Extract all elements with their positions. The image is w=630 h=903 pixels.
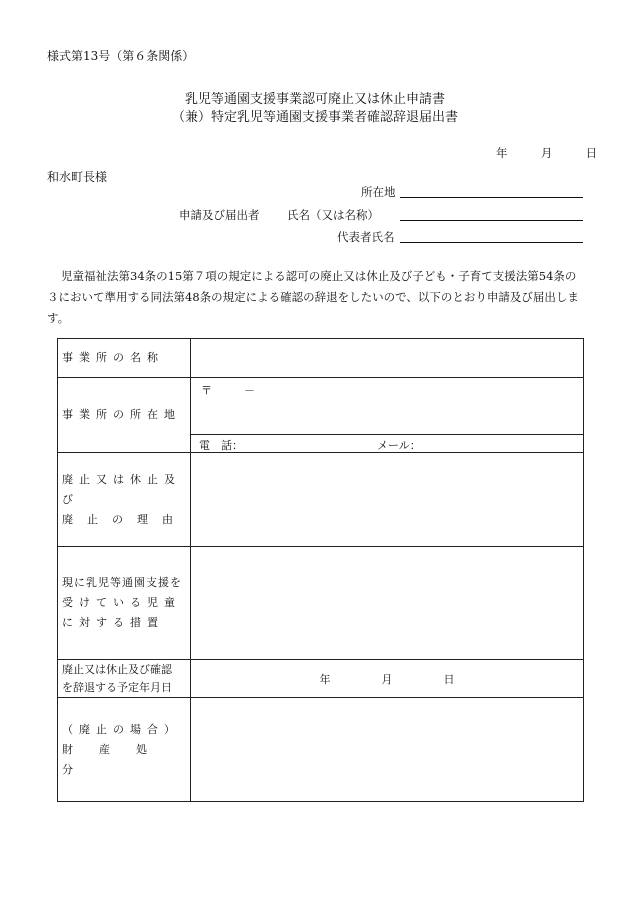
property-label: （廃止の場合） 財産処分 [58, 698, 191, 802]
measures-field[interactable] [191, 547, 584, 660]
planned-date-label: 廃止又は休止及び確認 を辞退する予定年月日 [58, 660, 191, 698]
mail-label: メール： [377, 439, 421, 452]
date-day: 日 [585, 146, 598, 160]
reason-field[interactable] [191, 453, 584, 547]
office-address-label: 事業所の所在地 [58, 378, 191, 453]
planned-day: 日 [443, 672, 455, 686]
date-month: 月 [540, 146, 553, 160]
body-text: 児童福祉法第34条の15第７項の規定による認可の廃止又は休止及び子ども・子育て支援法第54条の３において準用する同法第48条の規定による確認の辞退をしたいので、以下のとおり申請及び届出します。 [47, 269, 579, 325]
phone-label: 電 話： [199, 439, 243, 452]
name-line[interactable] [400, 220, 583, 221]
applicant-group-label: 申請及び届出者 [179, 208, 260, 222]
name-label: 氏名（又は名称） [287, 208, 379, 222]
addressee: 和水町長様 [47, 170, 108, 184]
row-property [58, 698, 584, 802]
representative-line[interactable] [400, 242, 583, 243]
office-address-field[interactable] [191, 378, 584, 435]
property-field[interactable] [191, 698, 584, 802]
row-planned-date [58, 660, 584, 698]
representative-label: 代表者氏名 [337, 230, 395, 244]
address-line[interactable] [400, 197, 583, 198]
measures-label: 現に乳児等通園支援を 受けている児童 に対する措置 [58, 547, 191, 660]
date-year: 年 [496, 146, 508, 160]
title-line-2: （兼）特定乳児等通園支援事業者確認辞退届出書 [171, 110, 458, 125]
contact-field[interactable] [191, 435, 584, 453]
postal-mark: 〒 [201, 384, 212, 397]
reason-label: 廃止又は休止及び 廃止の理由 [58, 453, 191, 547]
office-name-label: 事業所の名称 [58, 339, 191, 378]
planned-year: 年 [319, 672, 331, 686]
office-name-field[interactable] [191, 339, 584, 378]
row-reason [58, 453, 584, 547]
row-office-name [58, 339, 584, 378]
title-line-1: 乳児等通園支援事業認可廃止又は休止申請書 [184, 92, 445, 107]
form-number: 様式第13号（第６条関係） [47, 49, 195, 63]
row-measures [58, 547, 584, 660]
application-table [57, 338, 584, 802]
postal-dash: － [244, 384, 255, 397]
row-office-address [58, 378, 584, 435]
address-label: 所在地 [361, 185, 396, 199]
application-date [496, 145, 597, 161]
planned-date-field[interactable] [191, 660, 584, 698]
planned-month: 月 [381, 672, 393, 686]
